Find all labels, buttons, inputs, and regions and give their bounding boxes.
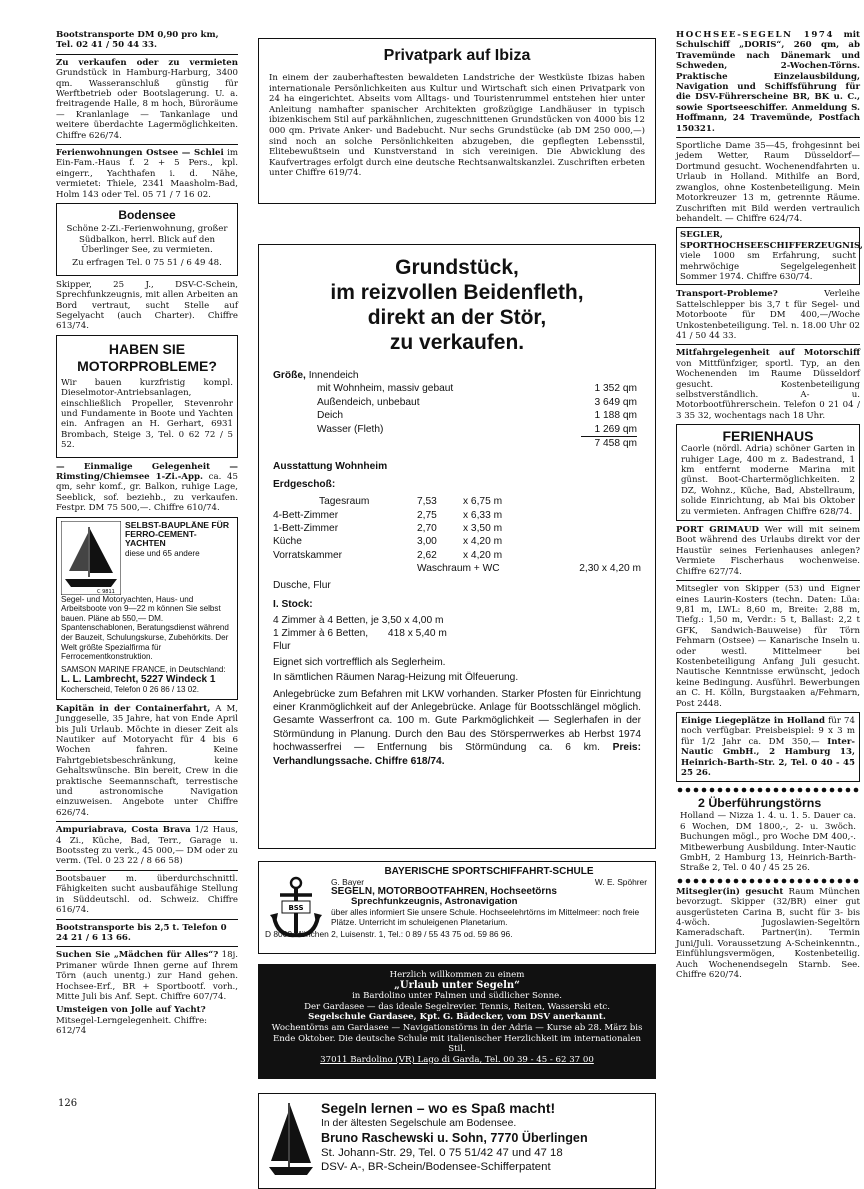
ad-ferienwohnung-ostsee: Ferienwohnungen Ostsee — Schlei im Ein-Fam.-Haus f. 2 + 5 Pers., kpl. eingerr., Yachthafen i. d. Nähe, vermietet: Thiele, 2341 Maasholm-Bad, Holm 143 oder Tel. 05 71 / 7 16 02.: [56, 148, 239, 200]
size-row: mit Wohnheim, massiv gebaut 1 352 qm: [317, 383, 637, 395]
ad-phone: Zu erfragen Tel. 0 75 51 / 6 49 48.: [72, 258, 222, 269]
ad-address: 37011 Bardolino (VR) Lago di Garda, Tel. 00 39 - 45 - 62 37 00: [320, 1054, 594, 1065]
room-row: 1-Bett-Zimmer 2,70 x 3,50 m: [273, 523, 503, 535]
ad-body: Holland — Nizza 1. 4. u. 1. 5. Dauer ca. 6 Wochen, DM 1800,-, 2- u. 3wöch. Buchungen mögl., pro Woche DM 400,-. Mitbewerbung Ausbildung. Inter-Nautic GmbH, 2 Hamburg 13, Heinrich-Barth-Straße 2, Tel. 0 40 / 45 25 26.: [680, 811, 856, 874]
svg-text:BSS: BSS: [288, 903, 304, 912]
ad-bardolino: [258, 964, 656, 1079]
ad-ampuriabrava: Ampuriabrava, Costa Brava 1/2 Haus, 4 Zi., Küche, Bad, Terr., Garage u. Bootssteg zu verk., 45 000,— DM oder zu verm. (Tel. 0 23 22 / 8 66 58): [56, 825, 239, 867]
ad-rimsting: — Einmalige Gelegenheit — Rimsting/Chiemsee 1-Zi.-App. ca. 45 qm, sehr komf., gr. Balkon, ruhige Lage, Seeblick, sof. beziehb., zu verkaufen. Festpr. DM 75 500,—. Chiffre 610/74.: [56, 461, 238, 514]
ad-address: D 8000 München 2, Luisenstr. 1, Tel.: 0 89 / 55 43 75 od. 59 86 96.: [265, 929, 513, 939]
sailboat-icon: [267, 1099, 315, 1183]
headline-line: zu verkaufen.: [389, 331, 525, 354]
ad-line: Wochentörns am Gardasee — Navigationstörns in der Adria — Kurse ab 28. März bis Ende Oktober. Die deutsche Schule mit italienischer Herzlichkeit im internationalen Stil.: [271, 1022, 643, 1055]
ad-line: Herzlich willkommen zu einem: [389, 970, 525, 980]
dotted-border: [676, 786, 860, 794]
ad-jolle-yacht: Umsteigen von Jolle auf Yacht? Mitsegel-Lerngelegenheit. Chiffre: 612/74: [56, 1005, 208, 1037]
ad-bayerische-sportschiffahrt: [258, 861, 656, 954]
ad-title: „Urlaub unter Segeln“: [394, 979, 520, 991]
room-line: Flur: [273, 641, 291, 653]
ad-title: HABEN SIE MOTORPROBLEME?: [77, 340, 217, 374]
ad-subtitle: Sprechfunkzeugnis, Astronavigation: [351, 896, 518, 907]
ad-grundstueck-harburg: Zu verkaufen oder zu vermieten Grundstück in Hamburg-Harburg, 3400 qm. Wasseranschluß günstig für Werftbetrieb oder Bootslagerung. U. a. freitragende Halle, 8 m hoch, Büroräume — Kranlanlage — Tankanlage und weitere überdachte Lagermöglichkeiten. Chiffre 626/74.: [56, 57, 238, 141]
ad-company: SAMSON MARINE FRANCE, in Deutschland:: [61, 664, 226, 674]
middle-column: [258, 38, 656, 1189]
ad-body: über alles informiert Sie unsere Schule. Hochseelehrtörns im Mittelmeer: noch freie Plätze. Unterricht im schuleigenen Planetarium.: [331, 907, 640, 927]
section-heading: Erdgeschoß:: [273, 478, 336, 490]
size-row: Außendeich, unbebaut 3 649 qm: [317, 396, 637, 408]
ad-sportliche-dame: Sportliche Dame 35—45, frohgesinnt bei jedem Wetter, Raum Düsseldorf—Dortmund gesucht. Wochenendfahrten u. Urlaub in Holland. Mithilfe an Bord, zwanglos, ohne Kostenbeteiligung. Mein Motorkreuzer 13 m, getrennte Räume. Zuschriften mit Bild werden vertraulich behandelt. — Chiffre 624/74.: [676, 141, 860, 224]
size-total: 7 458 qm: [594, 438, 637, 450]
size-row: Deich 1 188 qm: [317, 410, 637, 422]
plan-label: C 9811: [97, 588, 115, 595]
divider: [56, 870, 238, 871]
size-sublabel: Innendeich: [308, 370, 359, 381]
headline-line: im reizvollen Beidenfleth,: [330, 281, 584, 304]
ad-body: In einem der zauberhaftesten bewaldeten Landstriche der Westküste Ibizas haben internationale Persönlichkeiten aus Kultur und Wirtschaft sich einen Privatpark von 24 ha eingerichtet. Abseits vom Alltags- und Touristenrummel entstehen hier unter Anleitung namhafter spanischer Architekten großzügige Landhäuser in typisch ibizenkischem Stil auf parkähnlichen, zugeschnittenen Grundstücken von 4000 bis 12 000 qm. Private Anker- und Badebucht. Nur sechs Grundstücke (ab DM 250 000,—) sind noch an solche Persönlichkeiten abzugeben, die gepflegten Lebensstil, Elitebewußtsein und Kunstverstand in sich vereinigen. Die Abwicklung des Kaufvertrages erfolgt durch eine deutsche Rechtsanwaltskanzlei. Zuschriften erbeten unter Chiffre 619/74.: [269, 73, 645, 179]
ad-body: Segel- und Motoryachten, Haus- und Arbeitsboote von 9—22 m können Sie selbst bauen. Pläne ab 550,— DM. Spantenschablonen, Beratungsdienst während der Bauzeit, Schulungskurse, Zubehörkits. Der Welt größte Spezialfirma für Ferrocementkonstruktion.: [61, 594, 229, 662]
ad-text: Anlegebrücke zum Befahren mit LKW vorhanden. Starker Pfosten für Einrichtung einer Kranmöglichkeit auf der Anlegebrücke. Anlage für Bootsschlängel möglich. Gesamte Wasserfront ca. 100 m. Gute Parkmöglichkeit — Seglerhafen in der Störmündung in Planung. Durch den Bau des Störsperrwerkes ab Herbst 1974 hochwasserfrei — Entfernung bis Störmündung ca. 6 km. Preis: Verhandlungssache. Chiffre 618/74.: [273, 688, 641, 767]
ad-transport-probleme: Transport-Probleme? Verleihe Sattelschlepper bis 3,7 t für Segel- und Motorboote für DM 400,—/Woche Unkostenbeteiligung. Tel. n. 18.00 Uhr 02 41 / 50 44 33.: [676, 289, 860, 341]
ad-title: Privatpark auf Ibiza: [383, 47, 531, 64]
right-column: [676, 30, 863, 984]
room-row: Tagesraum 7,53 x 6,75 m: [319, 496, 503, 508]
section-heading: I. Stock:: [273, 599, 313, 611]
dotted-border: [676, 877, 860, 885]
ad-ueberfuehrungstoerns: [676, 796, 860, 873]
ad-title: 2 Überführungstörns: [698, 796, 822, 811]
ad-contact-name: Bruno Raschewski u. Sohn, 7770 Überlingen: [321, 1131, 588, 1145]
ad-title: FERIENHAUS: [722, 428, 814, 445]
ad-body: Schöne 2-Zi.-Ferienwohnung, großer Südbalkon, herrl. Blick auf den Überlinger See, zu vermieten.: [66, 224, 228, 255]
ad-bootstransporte-2: Bootstransporte bis 2,5 t. Telefon 0 24 21 / 6 13 66.: [56, 922, 227, 943]
ad-line: Segelschule Gardasee, Kpt. G. Bädecker, vom DSV anerkannt.: [308, 1012, 606, 1023]
ad-subtitle: diese und 65 andere: [125, 548, 200, 558]
size-label: Größe,: [273, 370, 306, 381]
section-heading: Ausstattung Wohnheim: [273, 461, 388, 473]
ad-bootstransporte: Bootstransporte DM 0,90 pro km, Tel. 02 41 / 50 44 33.: [56, 30, 219, 51]
divider: [56, 54, 238, 55]
room-row: 4-Bett-Zimmer 2,75 x 6,33 m: [273, 509, 503, 521]
ad-contact-address: Kocherscheid, Telefon 0 26 86 / 13 02.: [61, 685, 199, 695]
ad-raschewski: [258, 1093, 656, 1189]
divider: [56, 919, 238, 920]
size-table: [273, 382, 641, 450]
ad-body: Caorle (nördl. Adria) schöner Garten in ruhiger Lage, 400 m z. Badestrand, 1 km entfernt moderne Marina mit günst. Boot-Chartermöglichkeiten. 2 DZ, Wohnz., Küche, Bad, Abstellraum, solide Einrichtung, ab Mai bis Oktober zu vermieten. Anfragen Chiffre 628/74.: [681, 444, 855, 517]
ad-ferienhaus: [676, 424, 860, 521]
divider: [56, 144, 238, 145]
room-line: Dusche, Flur: [273, 579, 331, 591]
ad-hochsee-segeln: HOCHSEE-SEGELN 1974 mit Schulschiff „DORIS“, 260 qm, ab Travemünde nach Dänemark und Schweden, 2-Wochen-Törns. Praktische Einzelausbildung, Navigation und Schiffsführung für die DSV-Führerscheine BR, BK u. C., sowie Sportseeschiffer. Anmeldung S. Hoffmann, 24 Travemünde, Postfach 150321.: [676, 30, 860, 134]
ad-privatpark-ibiza: [258, 38, 656, 204]
ad-text: Eignet sich vortrefflich als Seglerheim.: [273, 656, 446, 668]
room-row: Vorratskammer 2,62 x 4,20 m: [273, 549, 503, 561]
ad-address: St. Johann-Str. 29, Tel. 0 75 51/42 47 und 47 18: [321, 1147, 563, 1159]
ad-segler-zeugnis: SEGLER, SPORTHOCHSEESCHIFFERZEUGNIS, viele 1000 sm Erfahrung, sucht mehrwöchige Segelgelegenheit Sommer 1974. Chiffre 630/74.: [676, 227, 860, 285]
ad-kapitaen: Kapitän in der Containerfahrt, A M, Junggeselle, 35 Jahre, hat von Ende April bis Juli Urlaub. Möchte in dieser Zeit als Nautiker auf Motoryacht für 4 bis 6 Wochen fahren. Keine Fahrtgebietsbeschränkung, keine Gehaltswünsche. Bin bereit, Crew in die praktische Seemannschaft, terrestische und astronomische Navigation einzuweisen. Angebote unter Chiffre 626/74.: [56, 703, 238, 818]
ad-text: In sämtlichen Räumen Narag-Heizung mit Ölfeuerung.: [273, 672, 519, 684]
ad-liegeplaetze-holland: Einige Liegeplätze in Holland für 74 noch verfügbar. Preisbeispiel: 9 x 3 m für 1/2 Jahr ca. DM 350,— Inter-Nautic GmbH., 2 Hamburg 13, Heinrich-Barth-Str. 2, Tel. 0 40 - 45 25 26.: [676, 712, 860, 782]
ad-mitfahrgelegenheit: Mitfahrgelegenheit auf Motorschiff von Mittfünfziger, sportl. Typ, an den Wochenenden im Raume Düsseldorf gesucht. Kostenbeteiligung selbstverständlich. A- u. Motorbootführerschein. Telefon 0 21 04 / 3 35 32, wochentags nach 18 Uhr.: [676, 348, 860, 421]
ad-ferro-cement: [56, 517, 238, 700]
ad-mitsegler-gesucht: Mitsegler(in) gesucht Raum München bevorzugt. Skipper (32/BR) einer gut ausgerüsteten Carina B, sucht für 3- bis 4-wöch. Jugoslawien-Segeltörn Kameradschaft. Partner(in). Termin Juni/Juli. Voraussetzung A-Scheinkenntn., Einfühlungsvermögen, Kostenbeteilig. Auch Wochenendsegeln Starnb. See. Chiffre 620/74.: [676, 886, 861, 981]
ad-bodensee: [56, 203, 238, 276]
page-number: 126: [58, 1098, 78, 1109]
ad-contact-name: L. L. Lambrecht, 5227 Windeck 1: [61, 674, 216, 686]
headline-line: Grundstück,: [395, 256, 519, 279]
ad-subtitle: SEGELN, MOTORBOOTFAHREN, Hochseetörns: [331, 886, 557, 897]
room-table: [273, 495, 641, 575]
headline-line: direkt an der Stör,: [367, 306, 547, 329]
ad-headline: [273, 255, 641, 355]
divider: [56, 821, 238, 822]
ad-title: SELBST-BAUPLÄNE FÜR FERRO-CEMENT-YACHTEN: [125, 519, 230, 549]
ad-body: Wir bauen kurzfristig kompl. Dieselmotor-Antriebsanlagen, einschließlich Propeller, Stevenrohr und Fundamente in Boote und Yachten ein. Anfragen an H. Gerhart, 6931 Brombach, Steige 3, Tel. 0 62 72 / 5 52.: [61, 377, 233, 451]
sailboat-image: [61, 521, 121, 595]
ad-skipper: Skipper, 25 J., DSV-C-Schein, Sprechfunkzeugnis, mit allen Arbeiten an Bord vertraut, sucht Stelle auf Segelyacht (auch Charter). Chiffre 613/74.: [56, 279, 238, 332]
ad-grundstueck-beidenfleth: [258, 244, 656, 849]
ad-title: BAYERISCHE SPORTSCHIFFAHRT-SCHULE: [384, 866, 594, 877]
room-row: Waschraum + WC 2,30 x 4,20 m: [417, 563, 641, 575]
room-line: 1 Zimmer à 6 Betten, 418 x 5,40 m: [273, 627, 447, 639]
divider: [676, 344, 860, 345]
divider: [676, 580, 860, 581]
left-column: [56, 30, 238, 1040]
ad-certificates: DSV- A-, BR-Schein/Bodensee-Schifferpatent: [321, 1161, 551, 1173]
room-line: 4 Zimmer à 4 Betten, je 3,50 x 4,00 m: [273, 614, 444, 626]
ad-mitsegler-laurin: Mitsegler von Skipper (53) und Eigner eines Laurin-Kosters (techn. Daten: Lüa: 9,81 m, LWL: 8,60 m, Breite: 2,88 m, Tiefg.: 1,50 m, Verdr.: 5 t, Ballast: 2,2 t GFK, Sandwich-Bauweise) für Törn Fehmarn (Ostsee) — Kanarische Inseln u. oder westl. Mittelmeer bei Kostenbeteiligung Anfang Juli gesucht. Nautische Kenntnisse erwünscht, jedoch keine Bedingung. Ausführl. Bewerbungen an C. H. Kölln, Burgstaaken a/Fehmarn, Post 2448.: [676, 584, 860, 709]
ad-maedchen-fuer-alles: Suchen Sie „Mädchen für Alles“? 18j. Primaner würde Ihnen gerne auf Ihrem Törn (auch unentg.) zur Hand gehen. Hochsee-Erf., BR + Sportbootf. vorh., Mitte Juli bis Anf. Sept. Chiffre 607/74.: [56, 950, 238, 1002]
room-row: Küche 3,00 x 4,20 m: [273, 536, 503, 548]
ad-motorprobleme: [56, 335, 238, 458]
owner-name: W. E. Spöhrer: [594, 877, 647, 887]
ad-title: Bodensee: [118, 208, 176, 223]
divider: [676, 137, 860, 138]
ad-line: Der Gardasee — das ideale Segelrevier. Tennis, Reiten, Wasserski etc.: [304, 1001, 610, 1012]
ad-port-grimaud: PORT GRIMAUD Wer will mit seinem Boot während des Urlaubs direkt vor der Haustür seines Ferienhauses anlegen? Vermiete Fischerhaus wochenweise. Chiffre 627/74.: [676, 525, 860, 577]
ad-title: Segeln lernen – wo es Spaß macht!: [321, 1100, 556, 1116]
divider: [56, 946, 238, 947]
owner-name: G. Bayer: [331, 877, 365, 887]
ad-bootsbauer: Bootsbauer m. überdurchschnittl. Fähigkeiten sucht ausbaufähige Stellung in Süddeutschl. od. Schweiz. Chiffre 616/74.: [56, 873, 238, 916]
size-row: Wasser (Fleth) 1 269 qm: [317, 423, 637, 437]
ad-subtitle: In der ältesten Segelschule am Bodensee.: [321, 1118, 517, 1129]
ad-line: in Bardolino unter Palmen und südlicher Sonne.: [352, 991, 562, 1002]
